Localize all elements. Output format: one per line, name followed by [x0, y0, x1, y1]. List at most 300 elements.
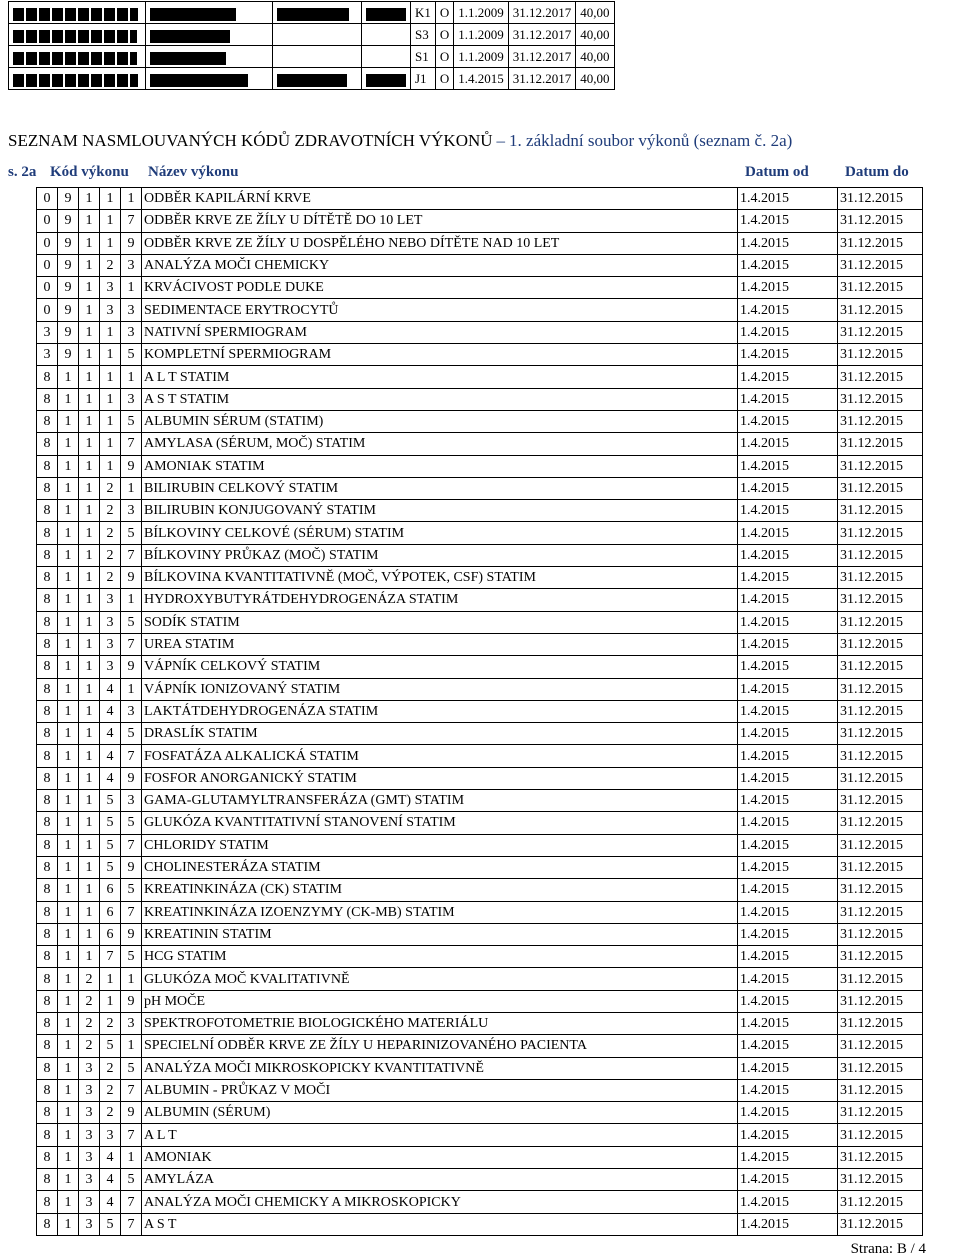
- code-digit: 1: [58, 1035, 79, 1057]
- code-digit: 1: [58, 923, 79, 945]
- code-digit: 1: [79, 254, 100, 276]
- date-from: 1.4.2015: [738, 522, 838, 544]
- code-digit: 6: [100, 923, 121, 945]
- code-digit: 1: [121, 277, 142, 299]
- provider-type: O: [435, 46, 453, 68]
- code-digit: 3: [121, 254, 142, 276]
- code-digit: 8: [37, 477, 58, 499]
- code-digit: 8: [37, 1213, 58, 1235]
- date-from: 1.4.2015: [738, 790, 838, 812]
- date-to: 31.12.2015: [838, 923, 923, 945]
- redaction-bar: [277, 74, 347, 87]
- code-digit: 1: [79, 611, 100, 633]
- procedure-name: VÁPNÍK IONIZOVANÝ STATIM: [142, 678, 738, 700]
- date-from: 1.4.2015: [738, 812, 838, 834]
- code-digit: 8: [37, 879, 58, 901]
- code-digit: 3: [121, 790, 142, 812]
- date-to: 31.12.2015: [838, 767, 923, 789]
- procedure-name: KREATINKINÁZA IZOENZYMY (CK-MB) STATIM: [142, 901, 738, 923]
- code-digit: 8: [37, 700, 58, 722]
- code-digit: 1: [121, 589, 142, 611]
- code-digit: 1: [79, 299, 100, 321]
- code-digit: 1: [58, 856, 79, 878]
- code-digit: 7: [121, 745, 142, 767]
- procedure-row: [37, 812, 923, 834]
- date-from: 1.4.2015: [738, 1012, 838, 1034]
- date-from: 1.4.2015: [738, 1102, 838, 1124]
- document-heading: [8, 130, 948, 152]
- code-digit: 8: [37, 1057, 58, 1079]
- code-digit: 8: [37, 812, 58, 834]
- code-digit: 3: [100, 633, 121, 655]
- date-from: 1.4.2015: [738, 834, 838, 856]
- code-digit: 1: [58, 678, 79, 700]
- code-digit: 8: [37, 1169, 58, 1191]
- date-to: 31.12.2015: [838, 455, 923, 477]
- code-digit: 1: [58, 567, 79, 589]
- code-digit: 9: [121, 1102, 142, 1124]
- code-digit: 2: [100, 1102, 121, 1124]
- code-digit: 1: [58, 812, 79, 834]
- date-to: 31.12.2015: [838, 1124, 923, 1146]
- code-digit: 2: [100, 477, 121, 499]
- code-digit: 1: [58, 455, 79, 477]
- code-digit: 4: [100, 1191, 121, 1213]
- redacted-cell: [362, 46, 411, 68]
- code-digit: 8: [37, 767, 58, 789]
- code-digit: 1: [100, 344, 121, 366]
- code-digit: 1: [58, 700, 79, 722]
- date-from: 1.4.2015: [738, 500, 838, 522]
- procedure-row: [37, 455, 923, 477]
- date-from: 1.4.2015: [738, 767, 838, 789]
- code-digit: 2: [100, 500, 121, 522]
- date-to: 31.12.2015: [838, 723, 923, 745]
- procedure-row: [37, 656, 923, 678]
- code-digit: 3: [100, 611, 121, 633]
- date-to: 31.12.2015: [838, 299, 923, 321]
- date-to: 31.12.2015: [838, 812, 923, 834]
- code-digit: 1: [100, 321, 121, 343]
- code-digit: 8: [37, 901, 58, 923]
- redacted-cell: [9, 2, 146, 24]
- code-digit: 2: [100, 522, 121, 544]
- code-digit: 1: [79, 277, 100, 299]
- date-to: 31.12.2015: [838, 522, 923, 544]
- date-from: 1.4.2015: [738, 1124, 838, 1146]
- code-digit: 1: [58, 790, 79, 812]
- date-to: 31.12.2015: [838, 1191, 923, 1213]
- code-digit: 1: [79, 656, 100, 678]
- date-from: 1.4.2015: [738, 879, 838, 901]
- code-digit: 9: [58, 232, 79, 254]
- code-digit: 1: [58, 1169, 79, 1191]
- date-from: 1.4.2015: [738, 678, 838, 700]
- code-digit: 8: [37, 745, 58, 767]
- procedure-name: ALBUMIN SÉRUM (STATIM): [142, 410, 738, 432]
- code-digit: 1: [58, 1124, 79, 1146]
- date-from: 1.4.2015: [738, 1146, 838, 1168]
- date-to: 31.12.2015: [838, 344, 923, 366]
- provider-type: O: [435, 68, 453, 90]
- code-digit: 7: [121, 1191, 142, 1213]
- date-from: 1.4.2015: [738, 856, 838, 878]
- code-digit: 8: [37, 968, 58, 990]
- code-digit: 8: [37, 834, 58, 856]
- code-digit: 8: [37, 678, 58, 700]
- code-digit: 7: [121, 544, 142, 566]
- procedure-row: [37, 254, 923, 276]
- code-digit: 9: [121, 990, 142, 1012]
- redaction-bar: [13, 8, 138, 21]
- procedure-name: ANALÝZA MOČI CHEMICKY: [142, 254, 738, 276]
- date-from: 1.4.2015: [738, 656, 838, 678]
- date-to: 31.12.2015: [838, 990, 923, 1012]
- date-to: 31.12.2015: [838, 611, 923, 633]
- code-digit: 3: [37, 321, 58, 343]
- procedure-row: [37, 188, 923, 210]
- code-digit: 4: [100, 1169, 121, 1191]
- code-digit: 1: [58, 745, 79, 767]
- code-digit: 7: [121, 633, 142, 655]
- procedure-row: [37, 299, 923, 321]
- provider-date-to: 31.12.2017: [508, 2, 576, 24]
- procedure-row: [37, 700, 923, 722]
- procedure-name: KREATINKINÁZA (CK) STATIM: [142, 879, 738, 901]
- procedure-row: [37, 1146, 923, 1168]
- code-digit: 7: [121, 210, 142, 232]
- procedure-name: ODBĚR KRVE ZE ŽÍLY U DÍTĚTĚ DO 10 LET: [142, 210, 738, 232]
- code-digit: 1: [58, 1213, 79, 1235]
- procedure-row: [37, 321, 923, 343]
- code-digit: 1: [79, 745, 100, 767]
- code-digit: 9: [121, 923, 142, 945]
- code-digit: 3: [121, 1012, 142, 1034]
- code-digit: 3: [79, 1057, 100, 1079]
- code-digit: 1: [58, 990, 79, 1012]
- code-digit: 1: [58, 656, 79, 678]
- code-digit: 1: [100, 968, 121, 990]
- redacted-cell: [146, 46, 273, 68]
- code-digit: 3: [121, 388, 142, 410]
- code-digit: 1: [121, 1146, 142, 1168]
- date-to: 31.12.2015: [838, 1169, 923, 1191]
- code-digit: 2: [100, 1057, 121, 1079]
- procedure-row: [37, 344, 923, 366]
- provider-value: 40,00: [576, 24, 614, 46]
- code-digit: 1: [79, 344, 100, 366]
- code-digit: 8: [37, 856, 58, 878]
- code-digit: 8: [37, 723, 58, 745]
- date-to: 31.12.2015: [838, 790, 923, 812]
- date-from: 1.4.2015: [738, 1213, 838, 1235]
- code-digit: 1: [58, 500, 79, 522]
- date-from: 1.4.2015: [738, 633, 838, 655]
- code-digit: 1: [121, 477, 142, 499]
- date-from: 1.4.2015: [738, 433, 838, 455]
- redaction-bar: [13, 52, 137, 65]
- date-to: 31.12.2015: [838, 1146, 923, 1168]
- date-from: 1.4.2015: [738, 611, 838, 633]
- code-digit: 1: [79, 633, 100, 655]
- code-digit: 0: [37, 254, 58, 276]
- code-digit: 7: [121, 901, 142, 923]
- redaction-bar: [150, 74, 248, 87]
- procedure-name: BÍLKOVINY PRŮKAZ (MOČ) STATIM: [142, 544, 738, 566]
- code-digit: 8: [37, 410, 58, 432]
- code-digit: 1: [79, 188, 100, 210]
- date-to: 31.12.2015: [838, 410, 923, 432]
- procedure-row: [37, 410, 923, 432]
- code-digit: 7: [121, 433, 142, 455]
- date-from: 1.4.2015: [738, 923, 838, 945]
- code-digit: 8: [37, 433, 58, 455]
- procedure-name: FOSFATÁZA ALKALICKÁ STATIM: [142, 745, 738, 767]
- procedure-row: [37, 1124, 923, 1146]
- redacted-cell: [273, 24, 362, 46]
- code-digit: 3: [100, 656, 121, 678]
- date-to: 31.12.2015: [838, 567, 923, 589]
- procedure-row: [37, 723, 923, 745]
- code-digit: 5: [121, 344, 142, 366]
- code-digit: 1: [79, 433, 100, 455]
- code-digit: 1: [58, 433, 79, 455]
- procedure-row: [37, 879, 923, 901]
- code-digit: 1: [79, 723, 100, 745]
- procedure-row: [37, 1035, 923, 1057]
- procedure-row: [37, 1213, 923, 1235]
- code-digit: 1: [100, 210, 121, 232]
- code-digit: 8: [37, 990, 58, 1012]
- code-digit: 1: [58, 388, 79, 410]
- code-digit: 4: [100, 723, 121, 745]
- code-digit: 1: [100, 366, 121, 388]
- provider-code: S1: [411, 46, 436, 68]
- provider-date-to: 31.12.2017: [508, 46, 576, 68]
- redacted-cell: [273, 2, 362, 24]
- provider-row: [9, 46, 615, 68]
- procedure-row: [37, 1191, 923, 1213]
- date-to: 31.12.2015: [838, 500, 923, 522]
- procedure-row: [37, 767, 923, 789]
- code-digit: 1: [58, 901, 79, 923]
- code-digit: 9: [58, 344, 79, 366]
- procedure-row: [37, 1102, 923, 1124]
- code-digit: 1: [121, 366, 142, 388]
- provider-row: [9, 24, 615, 46]
- heading-main: SEZNAM NASMLOUVANÝCH KÓDŮ ZDRAVOTNÍCH VÝKONŮ: [8, 131, 493, 150]
- date-from: 1.4.2015: [738, 1035, 838, 1057]
- code-digit: 8: [37, 522, 58, 544]
- code-digit: 8: [37, 790, 58, 812]
- redaction-bar: [150, 52, 226, 65]
- code-digit: 5: [121, 879, 142, 901]
- code-digit: 8: [37, 366, 58, 388]
- date-to: 31.12.2015: [838, 544, 923, 566]
- code-digit: 1: [79, 366, 100, 388]
- code-digit: 1: [58, 633, 79, 655]
- redaction-bar: [277, 8, 349, 21]
- procedure-row: [37, 477, 923, 499]
- date-from: 1.4.2015: [738, 277, 838, 299]
- procedure-row: [37, 834, 923, 856]
- code-digit: 4: [100, 700, 121, 722]
- date-to: 31.12.2015: [838, 633, 923, 655]
- code-digit: 1: [58, 1012, 79, 1034]
- procedure-table-body: [37, 188, 923, 1236]
- procedure-row: [37, 901, 923, 923]
- procedure-name: CHOLINESTERÁZA STATIM: [142, 856, 738, 878]
- code-digit: 3: [100, 1124, 121, 1146]
- provider-date-from: 1.1.2009: [454, 24, 509, 46]
- provider-code: S3: [411, 24, 436, 46]
- code-digit: 1: [58, 1079, 79, 1101]
- code-digit: 7: [121, 834, 142, 856]
- code-digit: 9: [58, 321, 79, 343]
- date-from: 1.4.2015: [738, 1191, 838, 1213]
- provider-row: [9, 68, 615, 90]
- date-to: 31.12.2015: [838, 834, 923, 856]
- code-digit: 5: [121, 723, 142, 745]
- date-to: 31.12.2015: [838, 321, 923, 343]
- procedure-row: [37, 678, 923, 700]
- code-digit: 5: [121, 611, 142, 633]
- column-header-date-from: Datum od: [745, 164, 809, 180]
- code-digit: 1: [58, 834, 79, 856]
- code-digit: 7: [121, 1124, 142, 1146]
- provider-table-body: [9, 2, 615, 90]
- date-from: 1.4.2015: [738, 366, 838, 388]
- code-digit: 1: [79, 700, 100, 722]
- code-digit: 1: [58, 1146, 79, 1168]
- redacted-cell: [273, 46, 362, 68]
- date-from: 1.4.2015: [738, 388, 838, 410]
- date-to: 31.12.2015: [838, 277, 923, 299]
- procedure-row: [37, 611, 923, 633]
- procedure-row: [37, 1057, 923, 1079]
- date-from: 1.4.2015: [738, 544, 838, 566]
- code-digit: 6: [100, 879, 121, 901]
- procedure-name: SODÍK STATIM: [142, 611, 738, 633]
- date-from: 1.4.2015: [738, 1057, 838, 1079]
- code-digit: 4: [100, 678, 121, 700]
- date-from: 1.4.2015: [738, 1169, 838, 1191]
- date-from: 1.4.2015: [738, 946, 838, 968]
- provider-date-from: 1.4.2015: [454, 68, 509, 90]
- code-digit: 1: [58, 767, 79, 789]
- date-from: 1.4.2015: [738, 344, 838, 366]
- code-digit: 2: [79, 990, 100, 1012]
- code-digit: 1: [58, 879, 79, 901]
- procedure-row: [37, 990, 923, 1012]
- redacted-cell: [146, 68, 273, 90]
- code-digit: 2: [100, 1079, 121, 1101]
- code-digit: 2: [100, 1012, 121, 1034]
- provider-type: O: [435, 24, 453, 46]
- code-digit: 5: [100, 834, 121, 856]
- procedure-name: A L T: [142, 1124, 738, 1146]
- procedure-name: VÁPNÍK CELKOVÝ STATIM: [142, 656, 738, 678]
- procedure-row: [37, 210, 923, 232]
- date-from: 1.4.2015: [738, 321, 838, 343]
- date-to: 31.12.2015: [838, 1079, 923, 1101]
- code-digit: 1: [79, 812, 100, 834]
- code-digit: 1: [79, 500, 100, 522]
- provider-date-to: 31.12.2017: [508, 68, 576, 90]
- procedure-row: [37, 946, 923, 968]
- code-digit: 8: [37, 1079, 58, 1101]
- procedure-name: LAKTÁTDEHYDROGENÁZA STATIM: [142, 700, 738, 722]
- code-digit: 1: [100, 433, 121, 455]
- code-digit: 5: [100, 790, 121, 812]
- procedure-name: SPEKTROFOTOMETRIE BIOLOGICKÉHO MATERIÁLU: [142, 1012, 738, 1034]
- procedure-row: [37, 366, 923, 388]
- code-digit: 2: [100, 544, 121, 566]
- procedure-name: BÍLKOVINA KVANTITATIVNĚ (MOČ, VÝPOTEK, CSF) STATIM: [142, 567, 738, 589]
- procedure-name: BÍLKOVINY CELKOVÉ (SÉRUM) STATIM: [142, 522, 738, 544]
- date-from: 1.4.2015: [738, 455, 838, 477]
- date-to: 31.12.2015: [838, 254, 923, 276]
- code-digit: 0: [37, 232, 58, 254]
- code-digit: 8: [37, 1124, 58, 1146]
- date-to: 31.12.2015: [838, 656, 923, 678]
- procedure-name: SEDIMENTACE ERYTROCYTŮ: [142, 299, 738, 321]
- redacted-cell: [9, 68, 146, 90]
- procedure-name: CHLORIDY STATIM: [142, 834, 738, 856]
- procedure-name: HYDROXYBUTYRÁTDEHYDROGENÁZA STATIM: [142, 589, 738, 611]
- procedure-row: [37, 968, 923, 990]
- procedure-row: [37, 567, 923, 589]
- redaction-bar: [366, 8, 406, 21]
- code-digit: 5: [100, 812, 121, 834]
- code-digit: 1: [58, 366, 79, 388]
- code-digit: 2: [100, 254, 121, 276]
- code-digit: 1: [58, 611, 79, 633]
- date-to: 31.12.2015: [838, 901, 923, 923]
- provider-date-from: 1.1.2009: [454, 2, 509, 24]
- code-digit: 0: [37, 277, 58, 299]
- procedure-name: AMYLASA (SÉRUM, MOČ) STATIM: [142, 433, 738, 455]
- date-from: 1.4.2015: [738, 477, 838, 499]
- code-digit: 1: [58, 410, 79, 432]
- procedure-row: [37, 433, 923, 455]
- code-digit: 9: [121, 656, 142, 678]
- code-digit: 1: [100, 455, 121, 477]
- code-digit: 4: [100, 745, 121, 767]
- code-digit: 1: [79, 678, 100, 700]
- date-from: 1.4.2015: [738, 188, 838, 210]
- procedure-name: pH MOČE: [142, 990, 738, 1012]
- date-to: 31.12.2015: [838, 477, 923, 499]
- code-digit: 7: [121, 1079, 142, 1101]
- date-to: 31.12.2015: [838, 366, 923, 388]
- redacted-cell: [9, 46, 146, 68]
- redacted-cell: [146, 2, 273, 24]
- redacted-cell: [362, 68, 411, 90]
- procedure-row: [37, 277, 923, 299]
- procedure-name: A S T STATIM: [142, 388, 738, 410]
- date-from: 1.4.2015: [738, 1079, 838, 1101]
- code-digit: 1: [79, 946, 100, 968]
- code-digit: 8: [37, 567, 58, 589]
- procedure-row: [37, 633, 923, 655]
- code-digit: 9: [58, 188, 79, 210]
- date-from: 1.4.2015: [738, 901, 838, 923]
- date-to: 31.12.2015: [838, 946, 923, 968]
- code-digit: 8: [37, 633, 58, 655]
- redacted-cell: [362, 24, 411, 46]
- date-from: 1.4.2015: [738, 723, 838, 745]
